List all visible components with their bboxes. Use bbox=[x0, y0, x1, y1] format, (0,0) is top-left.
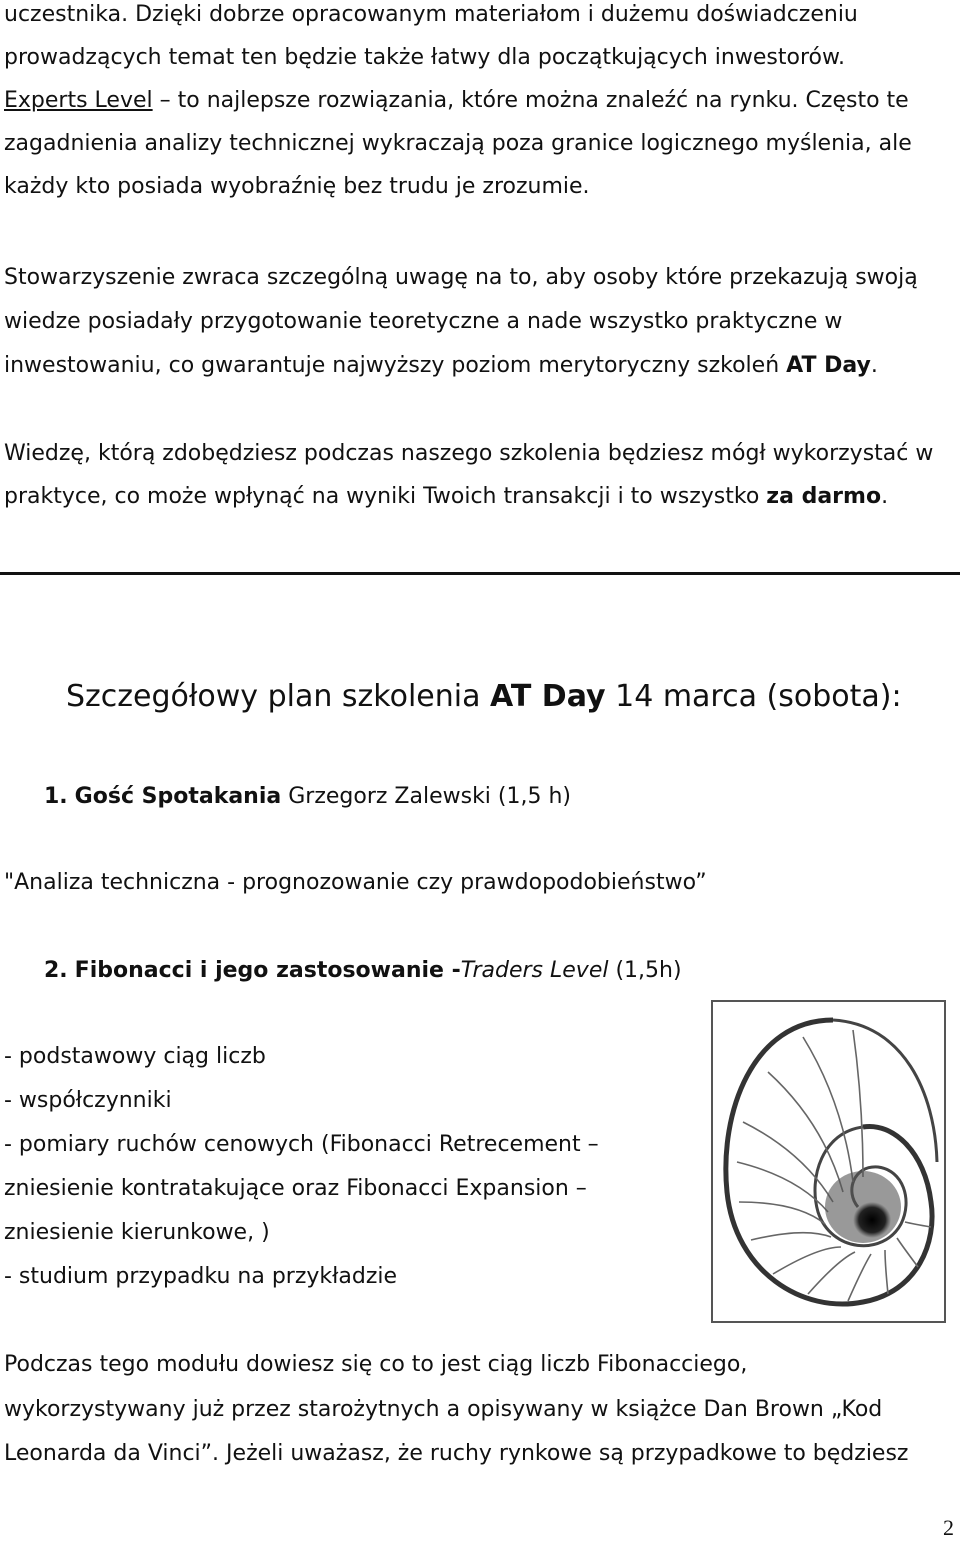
item-1-number: 1. bbox=[44, 784, 68, 809]
para2-line-2: wiedze posiadały przygotowanie teoretyczne a nade wszystko praktyczne w bbox=[4, 309, 843, 334]
para2-line-3-text: inwestowaniu, co gwarantuje najwyższy poziom merytoryczny szkoleń bbox=[4, 353, 787, 378]
para3-line-2-text: praktyce, co może wpłynąć na wyniki Twoich transakcji i to wszystko bbox=[4, 484, 767, 509]
nautilus-shell-image bbox=[711, 1000, 946, 1323]
para2-line-3 bbox=[4, 351, 878, 381]
item-2-number: 2. bbox=[44, 958, 68, 983]
para2-line-3-end: . bbox=[870, 353, 878, 378]
para3-line-1: Wiedzę, którą zdobędziesz podczas naszego szkolenia będziesz mógł wykorzystać w bbox=[4, 441, 934, 466]
para3-line-2 bbox=[4, 482, 888, 512]
at-day-bold: AT Day bbox=[786, 353, 871, 378]
para3-line-2-end: . bbox=[881, 484, 889, 509]
bullet-item: zniesienie kontratakujące oraz Fibonacci Expansion – bbox=[4, 1176, 587, 1201]
heading-pre: Szczegółowy plan szkolenia bbox=[66, 679, 490, 714]
schedule-heading bbox=[66, 676, 902, 718]
item-2 bbox=[44, 956, 682, 986]
item-2-bold: Fibonacci i jego zastosowanie - bbox=[74, 958, 461, 983]
bullet-item: - studium przypadku na przykładzie bbox=[4, 1264, 398, 1289]
item-2-italic: Traders Level bbox=[460, 958, 609, 983]
bullet-item: - podstawowy ciąg liczb bbox=[4, 1044, 266, 1069]
item-1-bold: Gość Spotakania bbox=[74, 784, 282, 809]
intro-line-4: zagadnienia analizy technicznej wykraczają poza granice logicznego myślenia, ale bbox=[4, 131, 912, 156]
section-divider bbox=[0, 572, 960, 575]
bullet-item: - pomiary ruchów cenowych (Fibonacci Retrecement – bbox=[4, 1132, 599, 1157]
intro-line-3 bbox=[4, 86, 909, 116]
item-2-rest: (1,5h) bbox=[608, 958, 682, 983]
nautilus-shell-icon bbox=[713, 1002, 944, 1321]
para4-line-2: wykorzystywany już przez starożytnych a opisywany w książce Dan Brown „Kod bbox=[4, 1397, 883, 1422]
intro-line-3-text: – to najlepsze rozwiązania, które można znaleźć na rynku. Często te bbox=[152, 88, 909, 113]
intro-line-1: uczestnika. Dzięki dobrze opracowanym materiałom i dużemu doświadczeniu bbox=[4, 2, 858, 27]
item-1-title: "Analiza techniczna - prognozowanie czy prawdopodobieństwo” bbox=[4, 870, 707, 895]
para2-line-1: Stowarzyszenie zwraca szczególną uwagę na to, aby osoby które przekazują swoją bbox=[4, 265, 918, 290]
experts-level-link[interactable]: Experts Level bbox=[4, 88, 153, 113]
bullet-item: zniesienie kierunkowe, ) bbox=[4, 1220, 270, 1245]
heading-bold: AT Day bbox=[490, 679, 606, 714]
para4-line-3: Leonarda da Vinci”. Jeżeli uważasz, że ruchy rynkowe są przypadkowe to będziesz bbox=[4, 1441, 909, 1466]
za-darmo-bold: za darmo bbox=[766, 484, 882, 509]
para4-line-1: Podczas tego modułu dowiesz się co to jest ciąg liczb Fibonacciego, bbox=[4, 1352, 748, 1377]
item-1 bbox=[44, 782, 571, 812]
heading-post: 14 marca (sobota): bbox=[605, 679, 902, 714]
bullet-item: - współczynniki bbox=[4, 1088, 172, 1113]
page-number: 2 bbox=[943, 1515, 954, 1540]
intro-line-2: prowadzących temat ten będzie także łatwy dla początkujących inwestorów. bbox=[4, 45, 845, 70]
item-1-rest: Grzegorz Zalewski (1,5 h) bbox=[281, 784, 572, 809]
intro-line-5: każdy kto posiada wyobraźnię bez trudu je zrozumie. bbox=[4, 174, 590, 199]
